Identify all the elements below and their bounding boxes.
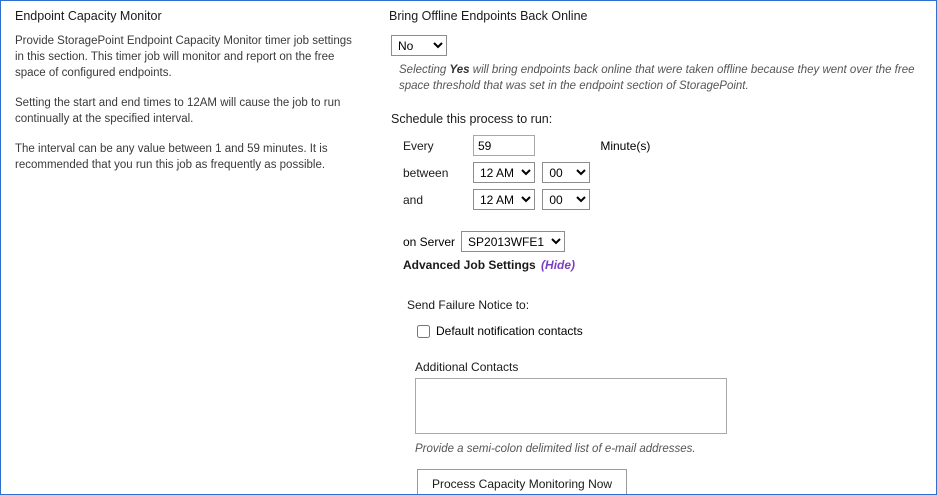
spacer-cell <box>594 159 654 186</box>
server-label: on Server <box>403 234 456 249</box>
default-contacts-checkbox[interactable] <box>417 325 430 338</box>
offline-note-prefix: Selecting <box>399 64 450 76</box>
server-row <box>403 231 924 252</box>
spacer-cell <box>594 186 654 213</box>
interval-unit-label: Minute(s) <box>600 138 651 153</box>
schedule-row-and <box>403 186 654 213</box>
and-time-cell <box>473 186 594 213</box>
description-paragraph-1: Provide StoragePoint Endpoint Capacity Monitor timer job settings in this section. This timer job will monitor and report on the free space of configured endpoints. <box>15 35 352 79</box>
bring-offline-select[interactable] <box>391 35 447 56</box>
interval-cell <box>473 132 594 159</box>
between-minute-select[interactable] <box>542 162 590 183</box>
between-label: between <box>403 165 449 180</box>
between-time-cell <box>473 159 594 186</box>
offline-note-suffix: will bring endpoints back online that were taken offline because they went over the free space threshold that was set in the endpoint section of StoragePoint. <box>399 64 915 92</box>
advanced-job-settings-label: Advanced Job Settings <box>403 258 536 272</box>
additional-contacts-label: Additional Contacts <box>415 360 519 374</box>
advanced-job-settings-row <box>403 258 924 272</box>
between-hour-select[interactable] <box>473 162 535 183</box>
settings-form <box>381 1 936 494</box>
schedule-heading: Schedule this process to run: <box>391 112 553 126</box>
panel-title: Endpoint Capacity Monitor <box>15 9 162 23</box>
schedule-table <box>403 132 654 213</box>
and-minute-select[interactable] <box>542 189 590 210</box>
additional-contacts-note: Provide a semi-colon delimited list of e-mail addresses. <box>415 443 696 455</box>
advanced-hide-link[interactable]: (Hide) <box>541 258 576 272</box>
process-capacity-monitoring-button[interactable]: Process Capacity Monitoring Now <box>417 469 627 495</box>
server-select[interactable] <box>461 231 565 252</box>
offline-note-emphasis: Yes <box>449 64 470 76</box>
description-paragraph-2: Setting the start and end times to 12AM will cause the job to run continually at the specified interval. <box>15 97 341 125</box>
interval-input[interactable] <box>473 135 535 156</box>
additional-contacts-textarea[interactable] <box>415 378 727 434</box>
default-contacts-label: Default notification contacts <box>436 324 583 338</box>
failure-notice-label: Send Failure Notice to: <box>407 298 530 312</box>
default-contacts-row[interactable] <box>417 324 924 338</box>
and-hour-select[interactable] <box>473 189 535 210</box>
description-panel <box>1 1 373 494</box>
and-label: and <box>403 192 424 207</box>
schedule-row-between <box>403 159 654 186</box>
description-paragraph-3: The interval can be any value between 1 and 59 minutes. It is recommended that you run this job as frequently as possible. <box>15 143 328 171</box>
offline-note <box>399 62 919 94</box>
schedule-row-every <box>403 132 654 159</box>
offline-section-title: Bring Offline Endpoints Back Online <box>389 9 588 23</box>
every-label: Every <box>403 138 434 153</box>
